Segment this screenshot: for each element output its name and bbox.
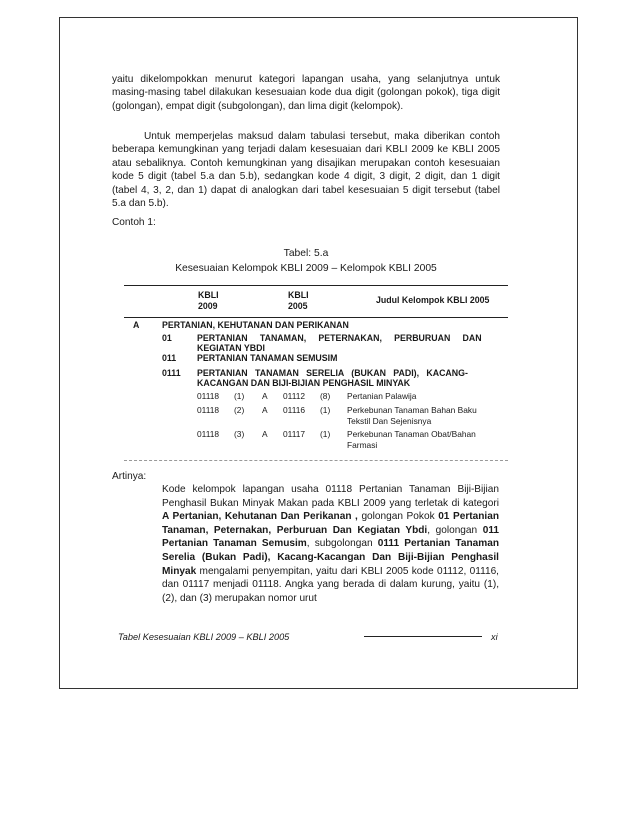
sg-code: 0111: [162, 368, 181, 378]
col-title: Judul Kelompok KBLI 2005: [376, 295, 490, 305]
cat-label: PERTANIAN, KEHUTANAN DAN PERIKANAN: [162, 320, 349, 330]
col-kbli2005-a: KBLI: [288, 290, 309, 300]
row-kbli2005: 01117: [283, 429, 306, 439]
col-kbli2009-b: 2009: [198, 301, 218, 311]
artinya-label: Artinya:: [112, 471, 147, 482]
gp-label-2: KEGIATAN YBDI: [197, 343, 265, 353]
row-title-1: Perkebunan Tanaman Obat/Bahan: [347, 429, 476, 439]
row-cat: A: [262, 429, 268, 439]
row-num2: (8): [320, 391, 331, 401]
paragraph-intro: yaitu dikelompokkan menurut kategori lapangan usaha, yang selanjutnya untuk masing-masing tabel dilakukan kesesuaian kode dua digit (golongan pokok), tiga digit (golongan), empat digit (subgolongan), dan lima digit (kelompok).: [112, 74, 500, 112]
row-num1: (2): [234, 405, 245, 415]
contoh-label: Contoh 1:: [112, 217, 156, 228]
g-code: 011: [162, 353, 177, 363]
row-cat: A: [262, 391, 268, 401]
row-kbli2005: 01116: [283, 405, 306, 415]
row-title-1: Pertanian Palawija: [347, 391, 417, 401]
explanation-bold: 01 Pertanian Tanaman, Peternakan, Perburuan Dan Kegiatan Ybdi: [162, 511, 499, 536]
col-kbli2009-a: KBLI: [198, 290, 219, 300]
page-number: xi: [491, 632, 498, 642]
row-title-1: Perkebunan Tanaman Bahan Baku: [347, 405, 477, 415]
row-cat: A: [262, 405, 268, 415]
paragraph-explanation: Untuk memperjelas maksud dalam tabulasi tersebut, maka diberikan contoh beberapa kemungkinan yang terjadi dalam kesesuaian dari KBLI 2009 ke KBLI 2005 atau sebaliknya. Contoh kemungkinan yang disajikan merupakan contoh kesesuaian kode 5 digit (tabel 5.a dan 5.b), sedangkan kode 4 digit, 3 digit, 2 digit, dan 1 digit (tabel 4, 3, 2, dan 1) dapat di analogkan dari tabel kesesuaian 5 digit tersebut (tabel 5.a dan 5.b).: [112, 131, 500, 210]
table-bottom-rule: [124, 460, 508, 461]
cat-code: A: [133, 320, 140, 330]
row-kbli2005: 01112: [283, 391, 306, 401]
explanation-bold: 0111 Pertanian Tanaman Serelia (Bukan Padi), Kacang-Kacangan Dan Biji-Bijian Penghasil Minyak: [162, 538, 499, 577]
row-num1: (1): [234, 391, 245, 401]
explanation-text: , golongan: [427, 524, 483, 536]
sg-label-2: KACANGAN DAN BIJI-BIJIAN PENGHASIL MINYAK: [197, 378, 411, 388]
explanation-text: mengalami penyempitan, yaitu dari KBLI 2005 kode 01112, 01116, dan 01117 menjadi 01118. Angka yang berada di dalam kurung, yaitu (1), (2), dan (3) merupakan nomor urut: [162, 565, 499, 604]
explanation-bold: A Pertanian, Kehutanan Dan Perikanan ,: [162, 511, 358, 523]
explanation-text: golongan Pokok: [357, 511, 439, 523]
g-label: PERTANIAN TANAMAN SEMUSIM: [197, 353, 338, 363]
sg-label-1: PERTANIAN TANAMAN SERELIA (BUKAN PADI), KACANG-: [197, 368, 468, 378]
explanation-bold: 011 Pertanian Tanaman Semusim: [162, 524, 500, 550]
explanation-text: , subgolongan: [306, 538, 378, 550]
row-kbli2009: 01118: [197, 391, 220, 401]
row-title-2: Farmasi: [347, 440, 378, 450]
explanation-paragraph: [162, 483, 499, 605]
row-num2: (1): [320, 405, 331, 415]
row-kbli2009: 01118: [197, 405, 220, 415]
table-title: Tabel: 5.a: [283, 248, 329, 259]
table-subtitle: Kesesuaian Kelompok KBLI 2009 – Kelompok KBLI 2005: [175, 263, 437, 274]
footer-title: Tabel Kesesuaian KBLI 2009 – KBLI 2005: [118, 632, 290, 642]
row-num2: (1): [320, 429, 331, 439]
gp-code: 01: [162, 333, 172, 343]
gp-label-1: PERTANIAN TANAMAN, PETERNAKAN, PERBURUAN DAN: [197, 333, 482, 343]
col-kbli2005-b: 2005: [288, 301, 308, 311]
footer-rule: [364, 636, 482, 637]
explanation-text: Kode kelompok lapangan usaha 01118 Pertanian Tanaman Biji-Bijian Penghasil Bukan Minyak Makan pada KBLI 2009 yang terletak di kategori: [162, 484, 499, 509]
row-kbli2009: 01118: [197, 429, 220, 439]
row-num1: (3): [234, 429, 245, 439]
row-title-2: Tekstil Dan Sejenisnya: [347, 416, 432, 426]
